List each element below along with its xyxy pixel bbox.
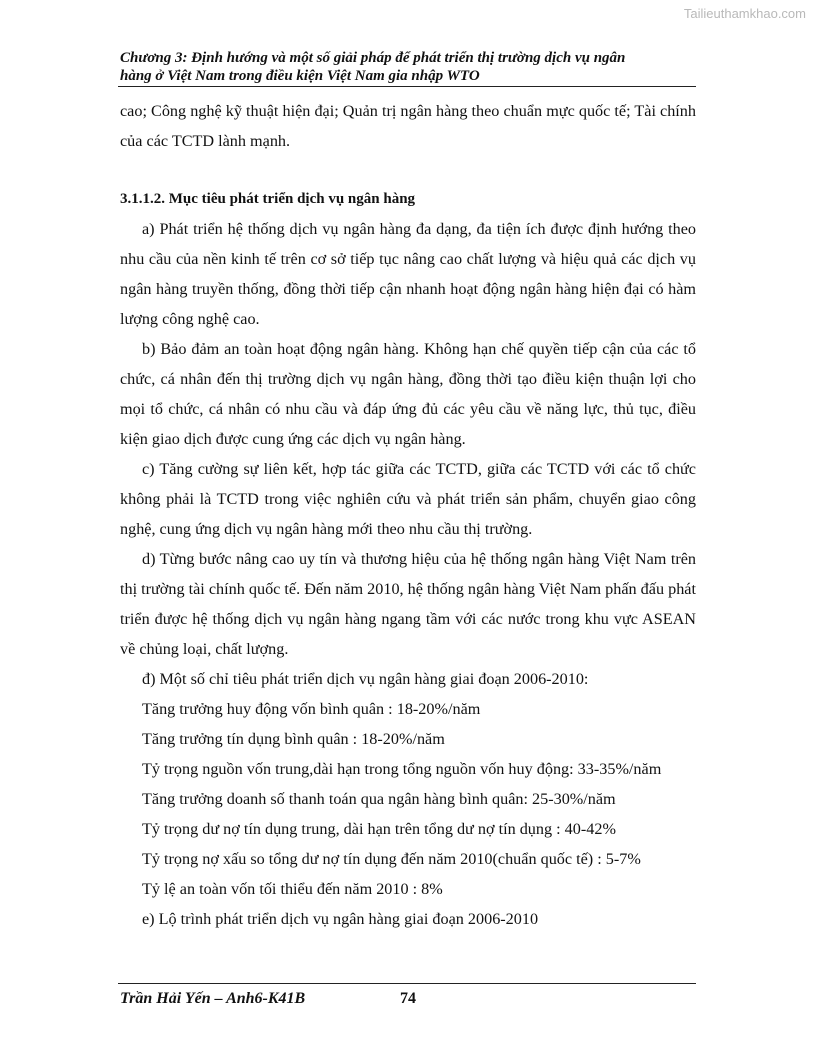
target-item-6: Tỷ trọng nợ xấu so tổng dư nợ tín dụng đến năm 2010(chuẩn quốc tế) : 5-7% xyxy=(142,850,641,868)
header-line-2: hàng ở Việt Nam trong điều kiện Việt Nam gia nhập WTO xyxy=(120,68,480,84)
footer-divider xyxy=(118,983,696,984)
target-item-3: Tỷ trọng nguồn vốn trung,dài hạn trong tổng nguồn vốn huy động: 33-35%/năm xyxy=(142,760,662,778)
page-number: 74 xyxy=(400,990,416,1007)
page-body xyxy=(120,96,696,934)
running-header xyxy=(120,49,696,85)
target-item-2: Tăng trưởng tín dụng bình quân : 18-20%/năm xyxy=(142,730,445,748)
header-divider xyxy=(118,86,696,87)
footer-author: Trần Hải Yến – Anh6-K41B xyxy=(120,990,306,1007)
target-item-1: Tăng trưởng huy động vốn bình quân : 18-20%/năm xyxy=(142,700,481,718)
paragraph-dd: đ) Một số chỉ tiêu phát triển dịch vụ ngân hàng giai đoạn 2006-2010: xyxy=(142,670,589,688)
paragraph-a: a) Phát triển hệ thống dịch vụ ngân hàng đa dạng, đa tiện ích được định hướng theo nhu cầu của nền kinh tế trên cơ sở tiếp tục nâng cao chất lượng và hiệu quả các dịch vụ ngân hàng truyền thống, đồng thời tiếp cận nhanh hoạt động ngân hàng hiện đại có hàm lượng công nghệ cao. xyxy=(120,220,696,328)
paragraph-e: e) Lộ trình phát triển dịch vụ ngân hàng giai đoạn 2006-2010 xyxy=(142,910,539,928)
paragraph-c: c) Tăng cường sự liên kết, hợp tác giữa các TCTD, giữa các TCTD với các tổ chức không phải là TCTD trong việc nghiên cứu và phát triển sản phẩm, chuyển giao công nghệ, cung ứng dịch vụ ngân hàng mới theo nhu cầu thị trường. xyxy=(120,460,696,538)
section-heading: 3.1.1.2. Mục tiêu phát triển dịch vụ ngân hàng xyxy=(120,191,416,207)
header-line-1: Chương 3: Định hướng và một số giải pháp để phát triển thị trường dịch vụ ngân xyxy=(120,50,626,66)
target-item-5: Tỷ trọng dư nợ tín dụng trung, dài hạn trên tổng dư nợ tín dụng : 40-42% xyxy=(142,820,616,838)
paragraph-d: d) Từng bước nâng cao uy tín và thương hiệu của hệ thống ngân hàng Việt Nam trên thị trường tài chính quốc tế. Đến năm 2010, hệ thống ngân hàng Việt Nam phấn đấu phát triển được hệ thống dịch vụ ngân hàng ngang tầm với các nước trong khu vực ASEAN về chủng loại, chất lượng. xyxy=(120,550,696,658)
watermark: Tailieuthamkhao.com xyxy=(683,6,806,21)
target-item-7: Tỷ lệ an toàn vốn tối thiểu đến năm 2010 : 8% xyxy=(142,880,443,898)
intro-paragraph: cao; Công nghệ kỹ thuật hiện đại; Quản trị ngân hàng theo chuẩn mực quốc tế; Tài chính của các TCTD lành mạnh. xyxy=(120,102,696,150)
target-item-4: Tăng trưởng doanh số thanh toán qua ngân hàng bình quân: 25-30%/năm xyxy=(142,790,616,808)
paragraph-b: b) Bảo đảm an toàn hoạt động ngân hàng. Không hạn chế quyền tiếp cận của các tổ chức, cá nhân đến thị trường dịch vụ ngân hàng, đồng thời tạo điều kiện thuận lợi cho mọi tổ chức, cá nhân có nhu cầu và đáp ứng đủ các yêu cầu về năng lực, thủ tục, điều kiện giao dịch được cung ứng các dịch vụ ngân hàng. xyxy=(120,340,696,448)
